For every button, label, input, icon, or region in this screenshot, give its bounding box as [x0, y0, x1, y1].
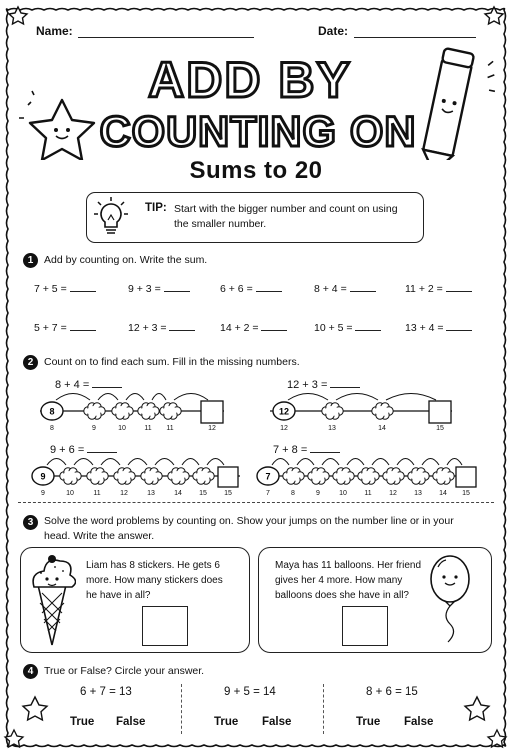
- hop-arrow: [422, 459, 439, 466]
- section-3-number: 3: [23, 515, 38, 530]
- subtitle: Sums to 20: [189, 157, 323, 184]
- star-icon: [488, 730, 506, 747]
- cloud-node[interactable]: [433, 468, 454, 484]
- problem-text: 14 + 2 =: [220, 322, 259, 334]
- date-label: Date:: [318, 24, 349, 38]
- hop-arrow: [56, 394, 90, 401]
- problem-text: 8 + 4 =: [314, 283, 347, 295]
- cloud-node[interactable]: [138, 403, 159, 419]
- answer-box[interactable]: [201, 401, 223, 423]
- tick-label: 9: [92, 425, 96, 432]
- hop-arrow: [174, 394, 208, 401]
- hop-arrow: [98, 394, 118, 401]
- start-number: 12: [278, 406, 290, 417]
- tick-label: 15: [436, 425, 444, 432]
- cloud-node[interactable]: [84, 403, 105, 419]
- tick-label: 14: [439, 490, 447, 497]
- tick-label: 9: [41, 490, 45, 497]
- tick-label: 11: [93, 490, 101, 497]
- answer-box[interactable]: [429, 401, 451, 423]
- hop-arrow: [297, 459, 314, 466]
- tick-label: 7: [266, 490, 270, 497]
- cloud-node[interactable]: [383, 468, 404, 484]
- cloud-node[interactable]: [60, 468, 81, 484]
- tick-label: 13: [147, 490, 155, 497]
- tick-label: 9: [316, 490, 320, 497]
- hop-arrow: [347, 459, 364, 466]
- tf-equation: 8 + 6 = 15: [366, 686, 418, 698]
- hop-arrow: [322, 459, 339, 466]
- section-divider: [18, 502, 494, 503]
- tf-equation: 6 + 7 = 13: [80, 686, 132, 698]
- tick-label: 10: [118, 425, 126, 432]
- balloon-icon: [426, 553, 474, 645]
- tick-label: 11: [364, 490, 372, 497]
- hop-arrow: [288, 394, 328, 401]
- number-line: [40, 394, 224, 433]
- hop-arrow: [126, 394, 144, 401]
- answer-box[interactable]: [456, 467, 476, 487]
- answer-box[interactable]: [218, 467, 238, 487]
- cloud-node[interactable]: [322, 403, 343, 419]
- numberline-equation: 12 + 3 =: [287, 378, 360, 391]
- cloud-node[interactable]: [87, 468, 108, 484]
- problem-text: 5 + 7 =: [34, 322, 67, 334]
- cloud-node[interactable]: [333, 468, 354, 484]
- tick-label: 15: [224, 490, 232, 497]
- tick-label: 11: [166, 425, 174, 432]
- name-label: Name:: [36, 24, 73, 38]
- tick-label: 14: [378, 425, 386, 432]
- problem-text: 6 + 6 =: [220, 283, 253, 295]
- tick-label: 12: [389, 490, 397, 497]
- true-option[interactable]: True: [214, 716, 239, 728]
- cloud-node[interactable]: [358, 468, 379, 484]
- tick-label: 10: [339, 490, 347, 497]
- word-problem-a-text: Liam has 8 stickers. He gets 6 more. How many stickers does he have in all?: [86, 560, 223, 601]
- cloud-node[interactable]: [308, 468, 329, 484]
- hop-arrow: [272, 459, 289, 466]
- cloud-node[interactable]: [408, 468, 429, 484]
- star-icon: [465, 697, 489, 720]
- tf-divider: [323, 684, 324, 734]
- hop-arrow: [128, 459, 147, 466]
- hop-arrow: [182, 459, 199, 466]
- problem-text: 11 + 2 =: [405, 283, 443, 295]
- cloud-node[interactable]: [112, 403, 133, 419]
- answer-box-a[interactable]: [142, 606, 188, 646]
- false-option[interactable]: False: [116, 716, 146, 728]
- tick-label: 13: [414, 490, 422, 497]
- number-line: [32, 459, 240, 498]
- hop-arrow: [447, 459, 462, 466]
- problem-text: 9 + 3 =: [128, 283, 161, 295]
- false-option[interactable]: False: [404, 716, 434, 728]
- numberline-equation: 8 + 4 =: [55, 378, 122, 391]
- number-line: [257, 459, 476, 498]
- hop-arrow: [397, 459, 414, 466]
- problem-text: 10 + 5 =: [314, 322, 353, 334]
- hop-arrow: [336, 394, 378, 401]
- numberline-equation: 7 + 8 =: [273, 443, 340, 456]
- tick-label: 11: [144, 425, 152, 432]
- hop-arrow: [372, 459, 389, 466]
- tick-label: 13: [328, 425, 336, 432]
- section-2-instruction: Count on to find each sum. Fill in the missing numbers.: [44, 356, 300, 368]
- cloud-node[interactable]: [372, 403, 393, 419]
- tf-equation: 9 + 5 = 14: [224, 686, 276, 698]
- ice-cream-icon: [28, 553, 76, 649]
- number-line: [270, 394, 452, 433]
- tick-label: 12: [208, 425, 216, 432]
- problem-text: 13 + 4 =: [405, 322, 444, 334]
- numberline-equation: 9 + 6 =: [50, 443, 117, 456]
- tick-label: 12: [120, 490, 128, 497]
- cloud-node[interactable]: [141, 468, 162, 484]
- cloud-node[interactable]: [193, 468, 214, 484]
- tick-label: 14: [174, 490, 182, 497]
- cloud-node[interactable]: [114, 468, 135, 484]
- title-line1: ADD BY: [148, 52, 352, 108]
- tick-label: 15: [199, 490, 207, 497]
- cloud-node[interactable]: [160, 403, 181, 419]
- hop-arrow: [386, 394, 436, 401]
- cloud-node[interactable]: [283, 468, 304, 484]
- hop-arrow: [47, 459, 66, 466]
- cloud-node[interactable]: [168, 468, 189, 484]
- section-3-instruction: Solve the word problems by counting on. Show your jumps on the number line or in your head. Write the answer.: [44, 515, 454, 542]
- tick-label: 15: [462, 490, 470, 497]
- section-2-number: 2: [23, 355, 38, 370]
- true-option[interactable]: True: [356, 716, 381, 728]
- tip-label: TIP:: [145, 202, 167, 214]
- hop-arrow: [155, 459, 174, 466]
- problem-text: 7 + 5 =: [34, 283, 67, 295]
- start-number: 8: [49, 406, 55, 417]
- tick-label: 8: [291, 490, 295, 497]
- tf-divider: [181, 684, 182, 734]
- true-option[interactable]: True: [70, 716, 95, 728]
- problem-text: 12 + 3 =: [128, 322, 167, 334]
- hop-arrow: [74, 459, 93, 466]
- hop-arrow: [152, 394, 166, 401]
- tick-label: 10: [66, 490, 74, 497]
- false-option[interactable]: False: [262, 716, 292, 728]
- start-number: 7: [265, 471, 271, 482]
- star-icon: [23, 697, 47, 720]
- section-4-instruction: True or False? Circle your answer.: [44, 665, 205, 677]
- word-problem-b-text: Maya has 11 balloons. Her friend gives her 4 more. How many balloons does she have in all?: [275, 560, 422, 601]
- section-1-instruction: Add by counting on. Write the sum.: [44, 254, 208, 266]
- section-4-number: 4: [23, 664, 38, 679]
- hop-arrow: [207, 459, 224, 466]
- start-number: 9: [40, 471, 46, 482]
- section-1-number: 1: [23, 253, 38, 268]
- title-line2: COUNTING ON: [99, 108, 417, 156]
- tick-label: 12: [280, 425, 288, 432]
- hop-arrow: [101, 459, 120, 466]
- answer-box-b[interactable]: [342, 606, 388, 646]
- tip-text: Start with the bigger number and count on using the smaller number.: [174, 203, 398, 230]
- tick-label: 8: [50, 425, 54, 432]
